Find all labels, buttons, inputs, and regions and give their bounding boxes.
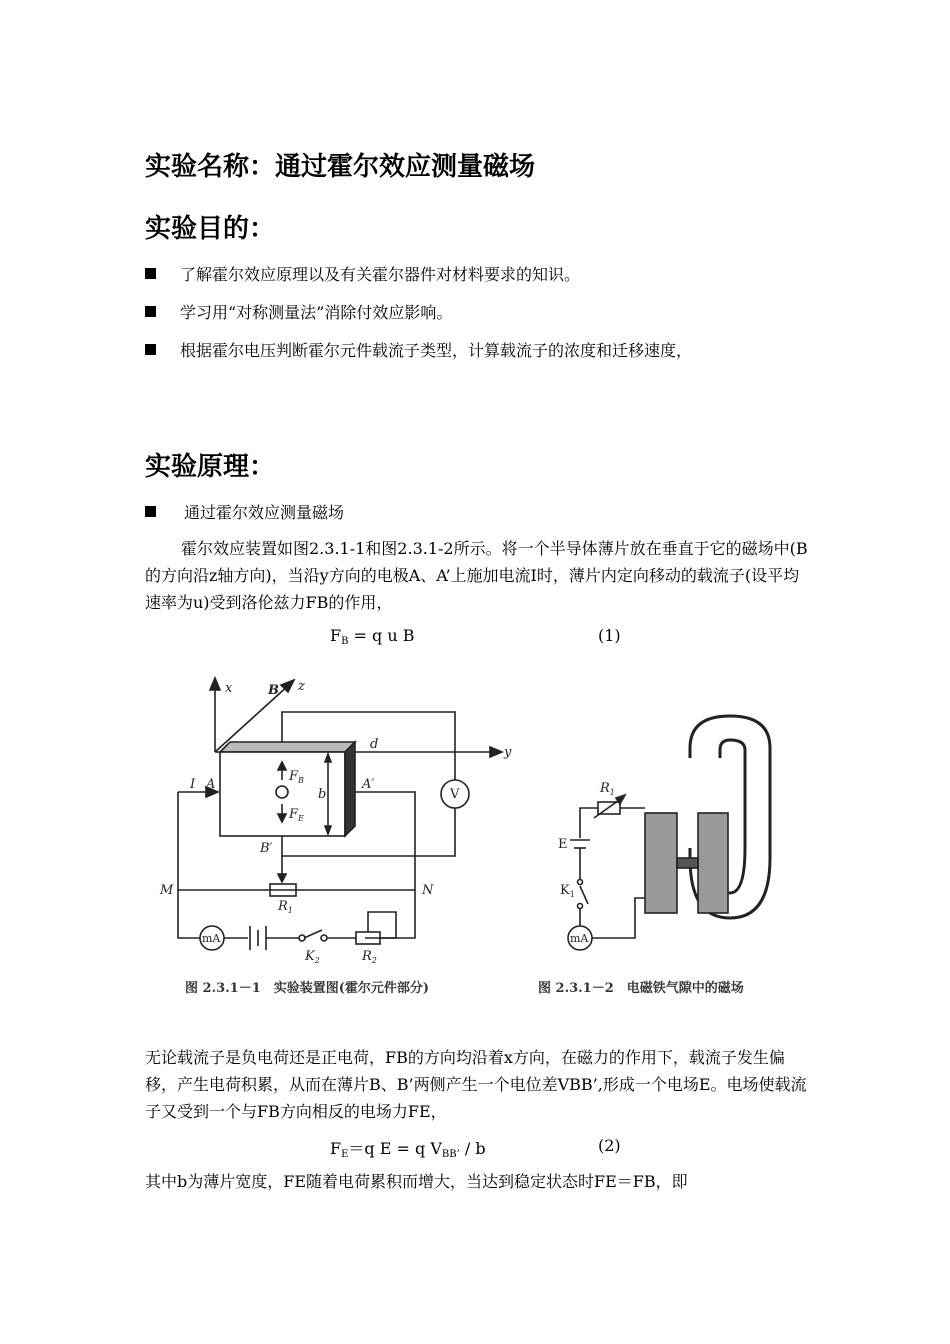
svg-text:R1: $R_1$ [278,899,293,915]
svg-text:FE: $F_E$ [289,807,304,823]
label-z: z [298,679,305,694]
purpose-heading: 实验目的： [145,214,276,244]
principle-paragraph-1: 霍尔效应装置如图2.3.1-1和图2.3.1-2所示。将一个半导体薄片放在垂直于它的磁场中(B的方向沿z轴方向)，当沿y方向的电极A、A’上施加电流I时，薄片内定向移动的载流子(设平均速率为u)受到洛伦兹力FB的作用， [145,539,808,612]
label-A: A [206,777,216,792]
svg-text:K1: $K_1$ [560,883,575,899]
label-x: x [225,681,233,696]
bullet-square-icon [145,306,156,317]
equation-1: $F_B = q$ u B [330,626,415,647]
label-d: d [370,737,379,752]
bullet-square-icon [145,268,156,279]
label-mA-2: mA [570,932,589,945]
figure-caption-2: 图 2.3.1－2 电磁铁气隙中的磁场 [538,981,744,996]
experiment-title: 实验名称：通过霍尔效应测量磁场 [145,152,536,182]
bullet-square-icon [145,344,156,355]
equation-2-number: (2) [598,1136,621,1155]
label-B: B [268,683,279,698]
equation-2: $F_E=q$ E = q $V_{BB’}$ / b [330,1139,486,1160]
svg-text:R1: $R_1$ [600,781,615,797]
svg-text:FB: $F_B$ [289,769,304,785]
label-V: V [450,787,460,802]
principle-heading: 实验原理： [145,452,276,482]
purpose-item: 了解霍尔效应原理以及有关霍尔器件对材料要求的知识。 [145,262,580,285]
principle-paragraph-2: 无论载流子是负电荷还是正电荷，FB的方向均沿着x方向，在磁力的作用下，载流子发生偏移，产生电荷积累，从而在薄片B、B’两侧产生一个电位差VBB’,形成一个电场E。电场使载流子又受到一个与FB方向相反的电场力FE， [145,1048,807,1121]
label-A-prime: A′ [362,777,375,792]
figure-caption-1: 图 2.3.1－1 实验装置图(霍尔元件部分) [185,981,430,996]
equation-1-number: (1) [598,626,621,645]
label-M: M [160,883,174,898]
label-B-prime: B′ [260,841,273,856]
purpose-item: 学习用“对称测量法”消除付效应影响。 [145,300,452,323]
bullet-square-icon [145,506,156,517]
label-mA: mA [202,932,221,945]
svg-text:K2: $K_2$ [305,949,320,965]
label-E: E [558,837,568,852]
principle-bullet: 通过霍尔效应测量磁场 [145,500,344,523]
svg-text:R2: $R_2$ [362,949,377,965]
label-y: y [504,745,512,760]
label-I: I [190,777,196,792]
purpose-item: 根据霍尔电压判断霍尔元件载流子类型，计算载流子的浓度和迁移速度， [145,338,692,361]
label-b: b [318,787,327,802]
hall-effect-figure [150,668,810,1008]
principle-paragraph-3: 其中b为薄片宽度，FE随着电荷累积而增大，当达到稳定状态时FE＝FB，即 [145,1172,688,1191]
label-N: N [422,883,434,898]
